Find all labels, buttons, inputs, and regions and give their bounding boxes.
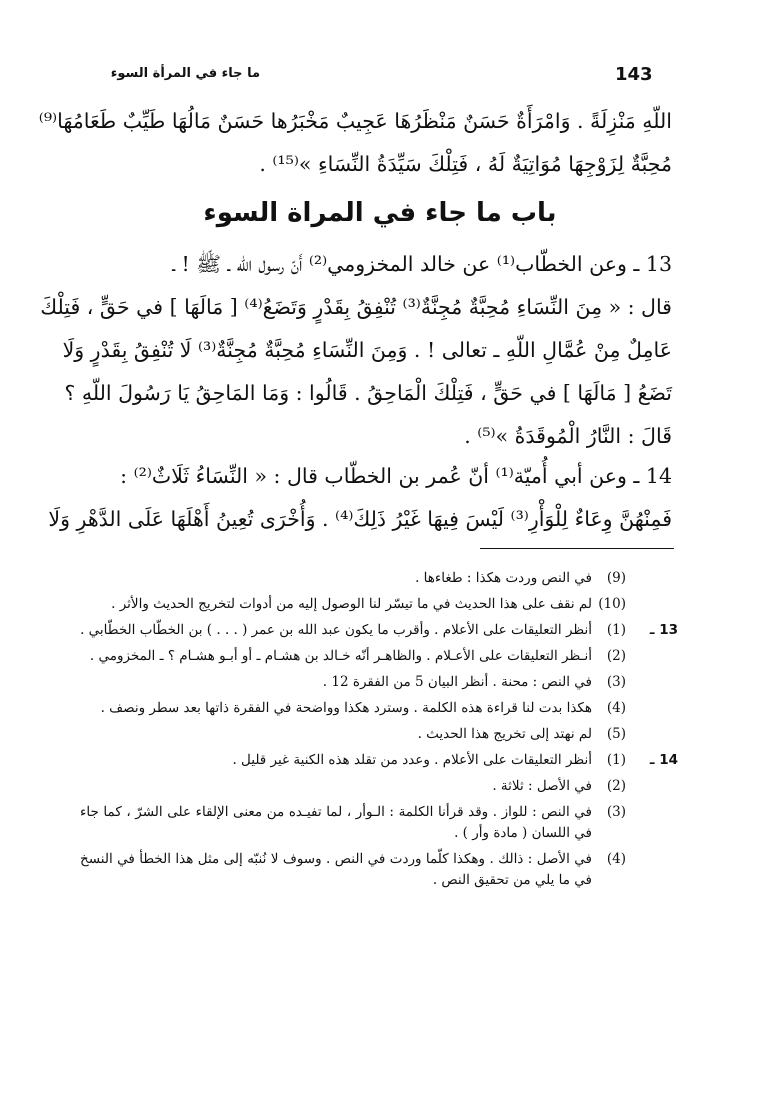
footnote-text: في النص : للواز . وقد قرأنا الكلمة : الـوأر ، لما تفيـده من معنى الإلقاء على الشرّ ، كما جاء في اللسان ( مادة وأر ) . bbox=[80, 804, 592, 841]
footnote-text: لم نقف على هذا الحديث في ما تيسّر لنا الوصول إليه من أدوات لتخريج الحديث والأثر . bbox=[111, 596, 592, 612]
footnotes bbox=[80, 568, 678, 896]
footnote bbox=[80, 698, 678, 719]
footnote bbox=[80, 724, 678, 745]
footnote-group bbox=[626, 698, 678, 719]
footnote-number: (4) bbox=[606, 700, 626, 716]
footnote-text: في الأصل : ثلاثة . bbox=[492, 778, 592, 794]
footnote-group bbox=[626, 568, 678, 589]
footnote-separator bbox=[480, 548, 674, 549]
footnote-text: أنظر التعليقات على الأعلام . وأقرب ما يكون عبد الله بن عمر ( . . . ) بن الخطّاب الخطّابي . bbox=[80, 622, 592, 638]
text-line: فَمِنْهُنَّ وِعَاءٌ لِلْوَأْرِ⁽³⁾ لَيْسَ فِيهَا غَيْرُ ذَلِكَ⁽⁴⁾ . وَأُخْرَى تُعِينُ أَهْلَهَا عَلَى الدَّهْرِ وَلَا bbox=[48, 507, 672, 531]
text-line: 14 ـ وعن أبي أُميّة⁽¹⁾ أنّ عُمر بن الخطّاب قال : « النِّسَاءُ ثَلَاثٌ⁽²⁾ : bbox=[120, 464, 672, 488]
footnote-number: (3) bbox=[606, 674, 626, 690]
footnote-number: (5) bbox=[606, 726, 626, 742]
footnote-text: لم نهتد إلى تخريج هذا الحديث . bbox=[417, 726, 592, 742]
footnote-number: (1) bbox=[606, 622, 626, 638]
footnote bbox=[80, 672, 678, 693]
footnote-text: أنظر التعليقات على الأعلام . وعدد من تقلد هذه الكنية غير قليل . bbox=[232, 752, 592, 768]
footnote-text: في الأصل : ذالك . وهكذا كلّما وردت في النص . وسوف لا نُنبّه إلى مثل هذا الخطأ في النسخ في ما يلي من تحقيق النص . bbox=[80, 851, 592, 888]
footnote-group bbox=[626, 672, 678, 693]
footnote-number: (10) bbox=[598, 596, 626, 612]
intro-paragraph bbox=[38, 100, 672, 186]
footnote bbox=[80, 620, 678, 641]
text-line: قال : « مِنَ النِّسَاءِ مُحِبَّةٌ مُجِنَّةٌ⁽³⁾ تُنْفِقُ بِقَدْرٍ وَتَضَعُ⁽⁴⁾ [ مَالَهَا ] في حَقٍّ ، فَتِلْكَ bbox=[40, 295, 672, 319]
text-line: مُحِبَّةٌ لِزَوْجِهَا مُوَاتِيَةٌ لَهُ ، فَتِلْكَ سَيِّدَةُ النِّسَاءِ »⁽¹⁵⁾ . bbox=[259, 152, 672, 176]
footnote-text: أنـظر التعليقات على الأعـلام . والظاهـر أنّه خـالد بن هشـام ـ أو أبـو هشـام ؟ ـ المخزومي . bbox=[89, 648, 592, 664]
text-line: اللّهِ مَنْزِلَةً . وَامْرَأَةٌ حَسَنٌ مَنْظَرُهَا عَجِيبٌ مَخْبَرُها حَسَنٌ مَالُهَا طَيِّبٌ طَعَامُهَا⁽⁹⁾ bbox=[38, 109, 672, 133]
footnote bbox=[80, 594, 678, 615]
footnote-group bbox=[626, 776, 678, 797]
hadith-13-paragraph bbox=[40, 243, 672, 458]
text-line: قَالَ : النَّارُ الْمُوقَدَةُ »⁽⁵⁾ . bbox=[464, 424, 672, 448]
footnote-number: (4) bbox=[606, 851, 626, 867]
footnote-group bbox=[626, 594, 678, 615]
footnote-number: (2) bbox=[606, 648, 626, 664]
footnote-group: 13 ـ bbox=[649, 622, 678, 638]
footnote-group: 14 ـ bbox=[649, 752, 678, 768]
text-line: عَامِلٌ مِنْ عُمَّالِ اللّهِ ـ تعالى ! . وَمِنَ النِّسَاءِ مُحِبَّةٌ مُجِنَّةٌ⁽³⁾ لَا تُنْفِقُ بِقَدْرٍ وَلَا bbox=[62, 338, 672, 362]
footnote-group bbox=[626, 724, 678, 745]
text-line: تَضَعُ [ مَالَهَا ] في حَقٍّ ، فَتِلْكَ الْمَاحِقُ . قَالُوا : وَمَا المَاحِقُ يَا رَسُولَ اللّهِ ؟ bbox=[64, 381, 672, 405]
footnote bbox=[80, 802, 678, 844]
text-line: 13 ـ وعن الخطّاب⁽¹⁾ عن خالد المخزومي⁽²⁾ أَنّ رسول الله ـ ﷺ ! ـ bbox=[172, 252, 672, 276]
footnote bbox=[80, 568, 678, 589]
footnote-number: (3) bbox=[606, 804, 626, 820]
footnote-text: في النص : محنة . أنظر البيان 5 من الفقرة 12 . bbox=[322, 674, 592, 690]
footnote-group bbox=[626, 646, 678, 667]
footnote bbox=[80, 750, 678, 771]
section-title: باب ما جاء في المراة السوء bbox=[203, 198, 557, 228]
footnote-group bbox=[626, 802, 678, 844]
hadith-14-paragraph bbox=[48, 455, 672, 541]
running-head: ما جاء في المرأة السوء bbox=[110, 66, 260, 81]
footnote-text: في النص وردت هكذا : طغاءها . bbox=[415, 570, 592, 586]
footnote-number: (1) bbox=[606, 752, 626, 768]
footnote bbox=[80, 646, 678, 667]
footnote bbox=[80, 849, 678, 891]
footnote-text: هكذا بدت لنا قراءة هذه الكلمة . وسترد هكذا وواضحة في الفقرة ذاتها بعد سطر ونصف . bbox=[100, 700, 592, 716]
footnote bbox=[80, 776, 678, 797]
footnote-group bbox=[626, 849, 678, 891]
footnote-number: (9) bbox=[606, 570, 626, 586]
footnote-number: (2) bbox=[606, 778, 626, 794]
page-number: 143 bbox=[615, 64, 653, 85]
